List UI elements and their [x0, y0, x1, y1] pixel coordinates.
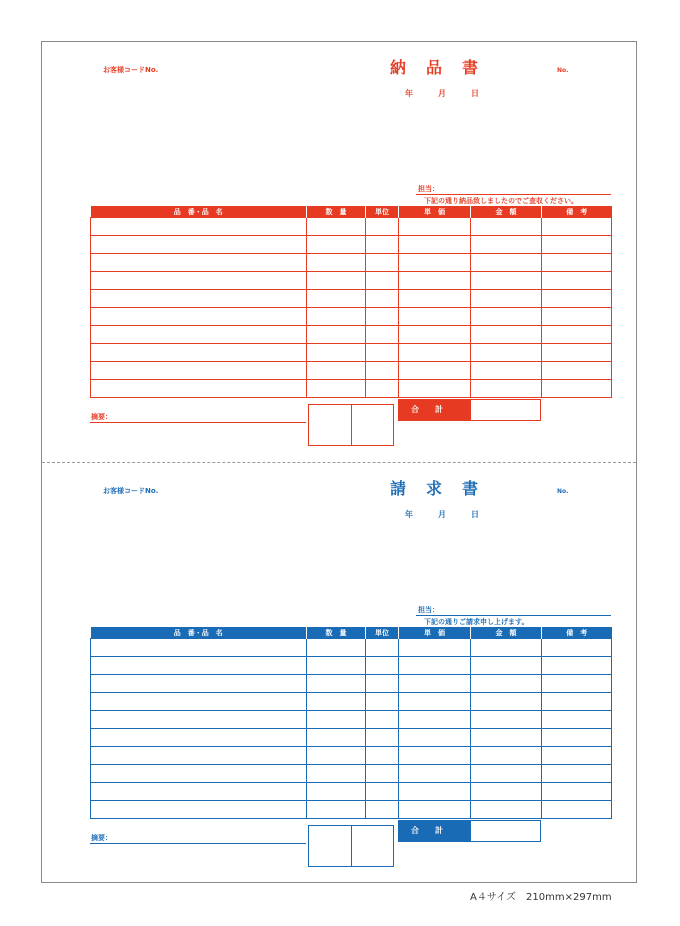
- table-cell[interactable]: [542, 254, 612, 272]
- table-row: [91, 236, 612, 254]
- table-cell[interactable]: [471, 254, 542, 272]
- table-body: [91, 218, 612, 398]
- table-row: [91, 344, 612, 362]
- table-cell[interactable]: [471, 729, 542, 747]
- table-row: [91, 729, 612, 747]
- table-cell[interactable]: [307, 729, 366, 747]
- person-in-charge-line: [416, 194, 611, 195]
- person-in-charge-label: 担当：: [418, 606, 439, 614]
- table-cell[interactable]: [542, 236, 612, 254]
- remarks-label: 摘要：: [91, 834, 112, 842]
- table-cell[interactable]: [307, 657, 366, 675]
- table-cell[interactable]: [542, 657, 612, 675]
- table-cell[interactable]: [307, 344, 366, 362]
- table-cell[interactable]: [471, 344, 542, 362]
- number-label: No.: [557, 488, 569, 495]
- table-cell[interactable]: [366, 657, 399, 675]
- table-cell[interactable]: [91, 765, 307, 783]
- invoice: [0, 421, 680, 841]
- table-row: [91, 272, 612, 290]
- table-cell[interactable]: [399, 362, 471, 380]
- document-title: 請求書: [390, 479, 499, 498]
- table-cell[interactable]: [399, 326, 471, 344]
- table-cell[interactable]: [471, 783, 542, 801]
- table-cell[interactable]: [399, 783, 471, 801]
- items-table: [90, 206, 612, 398]
- table-cell[interactable]: [91, 783, 307, 801]
- col-unit: 単位: [366, 627, 399, 639]
- month-label: 月: [438, 510, 446, 519]
- table-row: [91, 308, 612, 326]
- table-cell[interactable]: [366, 639, 399, 657]
- table-cell[interactable]: [366, 801, 399, 819]
- table-cell[interactable]: [542, 783, 612, 801]
- table-cell[interactable]: [366, 254, 399, 272]
- table-cell[interactable]: [91, 639, 307, 657]
- table-cell[interactable]: [366, 362, 399, 380]
- table-header: [91, 627, 612, 639]
- table-cell[interactable]: [366, 765, 399, 783]
- table-cell[interactable]: [471, 765, 542, 783]
- total-box: [398, 820, 541, 842]
- person-in-charge-label: 担当：: [418, 185, 439, 193]
- table-row: [91, 326, 612, 344]
- table-cell[interactable]: [471, 218, 542, 236]
- table-cell[interactable]: [91, 308, 307, 326]
- table-cell[interactable]: [471, 380, 542, 398]
- table-cell[interactable]: [307, 362, 366, 380]
- year-label: 年: [405, 89, 413, 98]
- table-cell[interactable]: [542, 693, 612, 711]
- table-cell[interactable]: [542, 747, 612, 765]
- table-cell[interactable]: [542, 362, 612, 380]
- table-cell[interactable]: [91, 711, 307, 729]
- delivery-slip: [0, 0, 680, 420]
- table-row: [91, 380, 612, 398]
- month-label: 月: [438, 89, 446, 98]
- table-row: [91, 783, 612, 801]
- table-cell[interactable]: [542, 380, 612, 398]
- table-row: [91, 218, 612, 236]
- customer-code-label: お客様コードNo.: [103, 487, 159, 495]
- table-cell[interactable]: [307, 290, 366, 308]
- table-cell[interactable]: [542, 326, 612, 344]
- table-cell[interactable]: [399, 747, 471, 765]
- table-cell[interactable]: [399, 308, 471, 326]
- col-quantity: 数 量: [307, 627, 366, 639]
- table-cell[interactable]: [542, 711, 612, 729]
- table-cell[interactable]: [366, 675, 399, 693]
- items-table: [90, 627, 612, 819]
- table-cell[interactable]: [91, 657, 307, 675]
- col-quantity: 数 量: [307, 206, 366, 218]
- table-row: [91, 362, 612, 380]
- table-cell[interactable]: [366, 693, 399, 711]
- table-cell[interactable]: [399, 693, 471, 711]
- invoice-note: 下記の通りご請求申し上げます。: [424, 618, 529, 626]
- col-item-name: 品 番・品 名: [91, 206, 307, 218]
- table-cell[interactable]: [307, 254, 366, 272]
- table-cell[interactable]: [91, 380, 307, 398]
- table-cell[interactable]: [399, 380, 471, 398]
- table-cell[interactable]: [307, 326, 366, 344]
- col-remarks: 備 考: [566, 207, 588, 216]
- table-cell[interactable]: [366, 272, 399, 290]
- table-cell[interactable]: [91, 801, 307, 819]
- table-cell[interactable]: [399, 254, 471, 272]
- table-cell[interactable]: [542, 272, 612, 290]
- table-row: [91, 801, 612, 819]
- table-cell[interactable]: [471, 236, 542, 254]
- table-body: [91, 639, 612, 819]
- table-cell[interactable]: [399, 657, 471, 675]
- table-row: [91, 254, 612, 272]
- table-cell[interactable]: [542, 729, 612, 747]
- table-cell[interactable]: [91, 272, 307, 290]
- table-cell[interactable]: [366, 783, 399, 801]
- table-cell[interactable]: [542, 344, 612, 362]
- table-row: [91, 639, 612, 657]
- table-cell[interactable]: [399, 290, 471, 308]
- table-cell[interactable]: [471, 657, 542, 675]
- table-cell[interactable]: [399, 765, 471, 783]
- table-cell[interactable]: [542, 801, 612, 819]
- table-cell[interactable]: [366, 747, 399, 765]
- table-cell[interactable]: [307, 693, 366, 711]
- table-cell[interactable]: [91, 362, 307, 380]
- table-cell[interactable]: [366, 729, 399, 747]
- table-row: [91, 290, 612, 308]
- stamp-box: [308, 825, 394, 867]
- total-label: 合計: [399, 821, 471, 841]
- customer-code-label: お客様コードNo.: [103, 66, 159, 74]
- document-title: 納品書: [390, 58, 499, 77]
- table-cell[interactable]: [366, 380, 399, 398]
- table-cell[interactable]: [471, 326, 542, 344]
- table-cell[interactable]: [307, 801, 366, 819]
- table-row: [91, 657, 612, 675]
- table-cell[interactable]: [307, 380, 366, 398]
- number-label: No.: [557, 67, 569, 74]
- col-unit: 単位: [366, 206, 399, 218]
- table-cell[interactable]: [366, 308, 399, 326]
- table-cell[interactable]: [366, 711, 399, 729]
- table-cell[interactable]: [91, 693, 307, 711]
- table-row: [91, 675, 612, 693]
- table-cell[interactable]: [307, 236, 366, 254]
- paper-size-caption: A４サイズ 210mm×297mm: [470, 892, 612, 903]
- table-row: [91, 765, 612, 783]
- table-cell[interactable]: [91, 254, 307, 272]
- table-row: [91, 693, 612, 711]
- table-cell[interactable]: [307, 675, 366, 693]
- table-cell[interactable]: [399, 272, 471, 290]
- table-cell[interactable]: [307, 272, 366, 290]
- table-cell[interactable]: [91, 675, 307, 693]
- table-cell[interactable]: [366, 218, 399, 236]
- year-label: 年: [405, 510, 413, 519]
- table-cell[interactable]: [471, 290, 542, 308]
- table-cell[interactable]: [399, 236, 471, 254]
- col-amount: 金 額: [471, 627, 542, 639]
- total-label: 合計: [399, 400, 471, 420]
- table-cell[interactable]: [366, 344, 399, 362]
- table-cell[interactable]: [471, 675, 542, 693]
- table-cell[interactable]: [542, 308, 612, 326]
- table-cell[interactable]: [91, 236, 307, 254]
- stamp-divider: [351, 826, 352, 866]
- day-label: 日: [471, 89, 479, 98]
- table-cell[interactable]: [542, 218, 612, 236]
- table-header: [91, 206, 612, 218]
- table-cell[interactable]: [471, 272, 542, 290]
- table-cell[interactable]: [471, 747, 542, 765]
- col-remarks: 備 考: [566, 628, 588, 637]
- table-cell[interactable]: [399, 711, 471, 729]
- table-cell[interactable]: [307, 783, 366, 801]
- col-unit-price: 単 価: [399, 627, 471, 639]
- table-row: [91, 711, 612, 729]
- table-cell[interactable]: [91, 747, 307, 765]
- table-row: [91, 747, 612, 765]
- table-cell[interactable]: [307, 218, 366, 236]
- table-cell[interactable]: [366, 326, 399, 344]
- table-cell[interactable]: [399, 801, 471, 819]
- total-box: [398, 399, 541, 421]
- table-cell[interactable]: [399, 729, 471, 747]
- table-cell[interactable]: [399, 639, 471, 657]
- table-cell[interactable]: [471, 801, 542, 819]
- remarks-label: 摘要：: [91, 413, 112, 421]
- table-cell[interactable]: [471, 362, 542, 380]
- table-cell[interactable]: [399, 675, 471, 693]
- table-cell[interactable]: [399, 218, 471, 236]
- remarks-line[interactable]: [90, 843, 306, 844]
- col-item-name: 品 番・品 名: [91, 627, 307, 639]
- table-cell[interactable]: [307, 765, 366, 783]
- table-cell[interactable]: [307, 639, 366, 657]
- table-cell[interactable]: [542, 639, 612, 657]
- table-cell[interactable]: [471, 693, 542, 711]
- table-cell[interactable]: [307, 308, 366, 326]
- table-cell[interactable]: [542, 765, 612, 783]
- delivery-note: 下記の通り納品致しましたのでご査収ください。: [424, 197, 578, 205]
- table-cell[interactable]: [366, 236, 399, 254]
- table-cell[interactable]: [399, 344, 471, 362]
- col-unit-price: 単 価: [399, 206, 471, 218]
- table-cell[interactable]: [307, 747, 366, 765]
- table-cell[interactable]: [471, 639, 542, 657]
- person-in-charge-line: [416, 615, 611, 616]
- table-cell[interactable]: [91, 729, 307, 747]
- table-cell[interactable]: [542, 290, 612, 308]
- table-cell[interactable]: [471, 711, 542, 729]
- table-cell[interactable]: [91, 344, 307, 362]
- table-cell[interactable]: [91, 218, 307, 236]
- col-amount: 金 額: [471, 206, 542, 218]
- table-cell[interactable]: [471, 308, 542, 326]
- table-cell[interactable]: [91, 290, 307, 308]
- table-cell[interactable]: [366, 290, 399, 308]
- table-cell[interactable]: [91, 326, 307, 344]
- table-cell[interactable]: [542, 675, 612, 693]
- day-label: 日: [471, 510, 479, 519]
- table-cell[interactable]: [307, 711, 366, 729]
